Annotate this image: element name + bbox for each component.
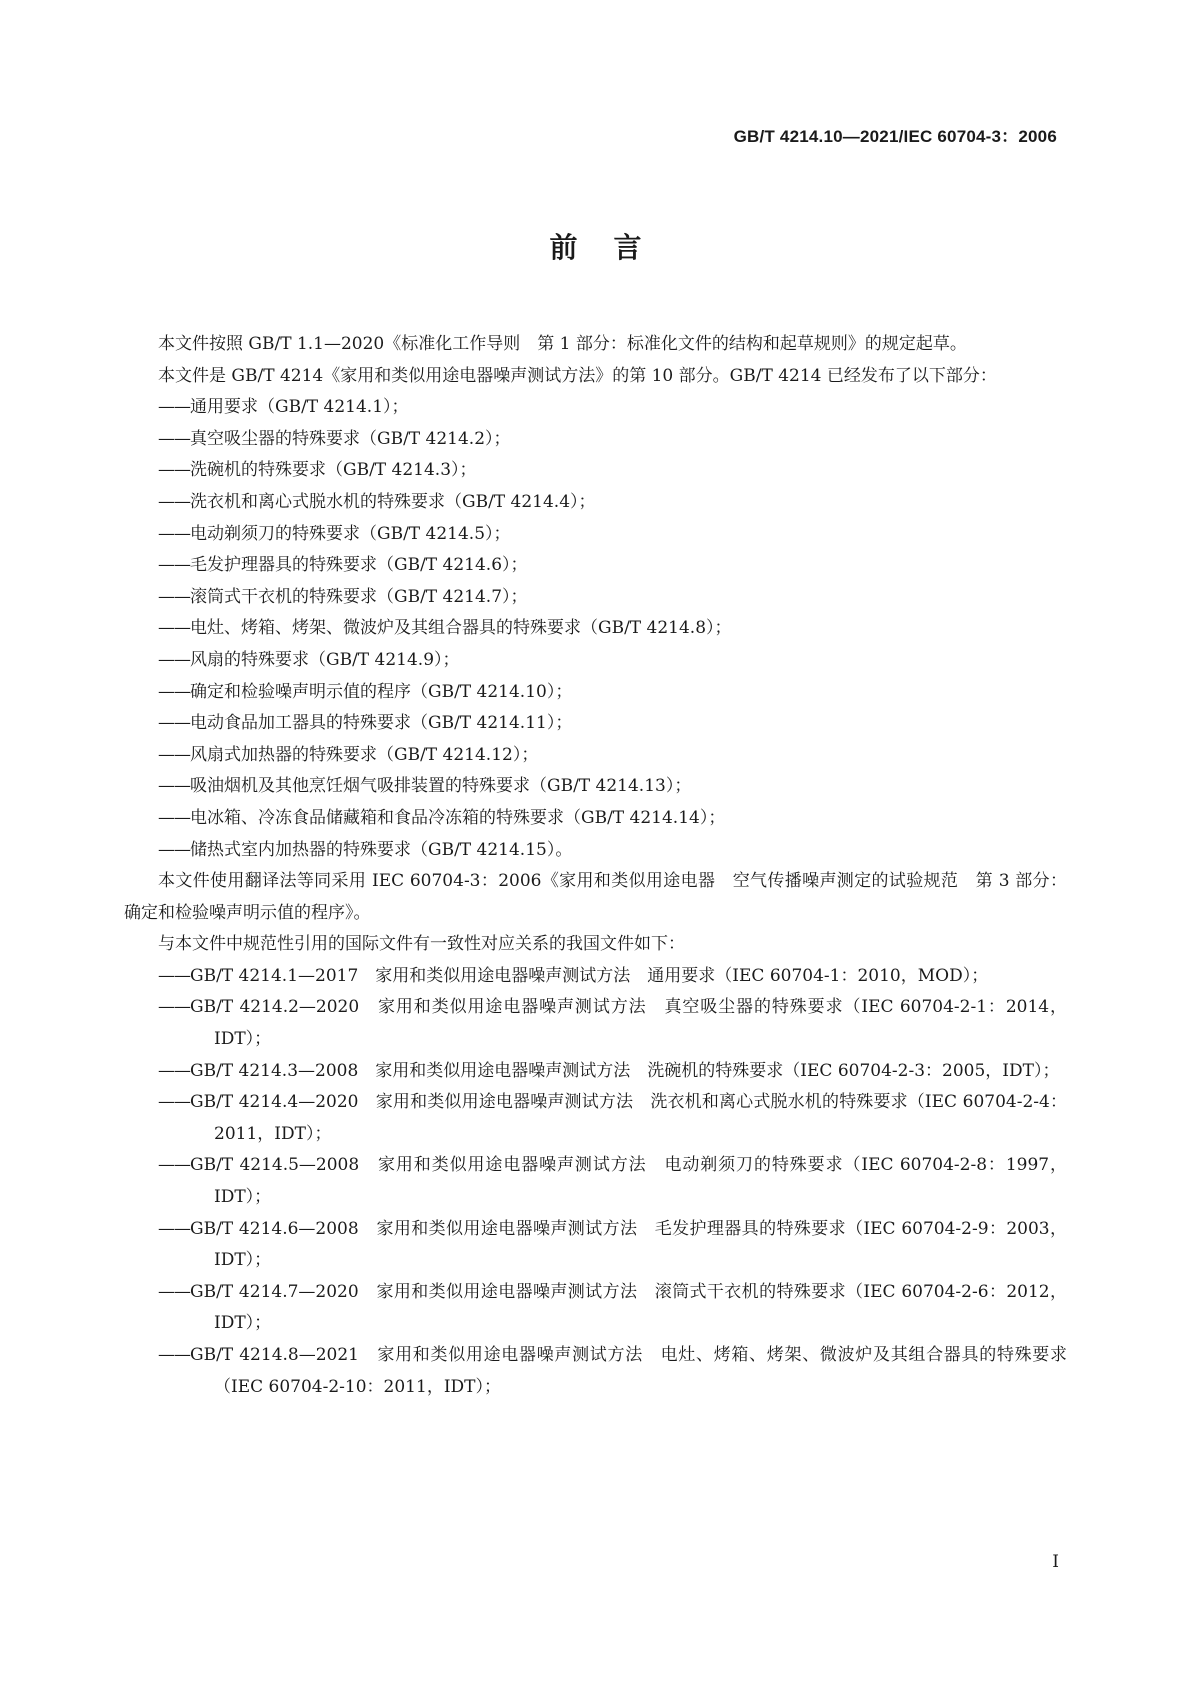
list-dash: —— — [158, 1092, 190, 1113]
paragraph-series-parts: 本文件是 GB/T 4214《家用和类似用途电器噪声测试方法》的第 10 部分。GB/T 4214 已经发布了以下部分： — [158, 365, 997, 386]
paragraph-corresponding-docs: 与本文件中规范性引用的国际文件有一致性对应关系的我国文件如下： — [158, 934, 685, 955]
list-item: ——通用要求（GB/T 4214.1）； — [158, 397, 409, 418]
list-dash: —— — [158, 397, 190, 418]
list-item: ——风扇式加热器的特殊要求（GB/T 4214.12）； — [158, 744, 539, 765]
list-item: ——电冰箱、冷冻食品储藏箱和食品冷冻箱的特殊要求（GB/T 4214.14）； — [158, 807, 726, 828]
list-dash: —— — [158, 965, 190, 986]
list-item: ——毛发护理器具的特殊要求（GB/T 4214.6）； — [158, 555, 528, 576]
list-dash: —— — [158, 744, 190, 765]
list-item: ——吸油烟机及其他烹饪烟气吸排装置的特殊要求（GB/T 4214.13）； — [158, 776, 692, 797]
list-dash: —— — [158, 618, 190, 639]
reference-item: ——GB/T 4214.3—2008 家用和类似用途电器噪声测试方法 洗碗机的特殊要求（IEC 60704-2-3：2005，IDT）； — [158, 1060, 1060, 1081]
list-item: ——滚筒式干衣机的特殊要求（GB/T 4214.7）； — [158, 586, 528, 607]
list-dash: —— — [158, 1218, 190, 1239]
reference-item: ——GB/T 4214.4—2020 家用和类似用途电器噪声测试方法 洗衣机和离心式脱水机的特殊要求（IEC 60704-2-4：2011，IDT）； — [158, 1092, 1067, 1144]
list-dash: —— — [158, 1281, 190, 1302]
list-dash: —— — [158, 428, 190, 449]
foreword-body — [124, 329, 1067, 1403]
list-dash: —— — [158, 1345, 190, 1365]
list-dash: —— — [158, 649, 190, 670]
list-dash: —— — [158, 1155, 190, 1176]
list-item: ——洗碗机的特殊要求（GB/T 4214.3）； — [158, 460, 477, 481]
reference-item: ——GB/T 4214.7—2020 家用和类似用途电器噪声测试方法 滚筒式干衣机的特殊要求（IEC 60704-2-6：2012，IDT）； — [158, 1281, 1067, 1334]
list-dash: —— — [158, 681, 190, 702]
list-dash: —— — [158, 491, 190, 512]
parts-list — [124, 392, 1067, 866]
reference-item: ——GB/T 4214.2—2020 家用和类似用途电器噪声测试方法 真空吸尘器的特殊要求（IEC 60704-2-1：2014，IDT）； — [158, 997, 1067, 1050]
page-number: I — [1052, 1552, 1059, 1572]
list-dash: —— — [158, 997, 190, 1018]
list-dash: —— — [158, 807, 190, 828]
reference-item: ——GB/T 4214.5—2008 家用和类似用途电器噪声测试方法 电动剃须刀的特殊要求（IEC 60704-2-8：1997，IDT）； — [158, 1155, 1067, 1208]
list-dash: —— — [158, 713, 190, 734]
list-item: ——真空吸尘器的特殊要求（GB/T 4214.2）； — [158, 428, 511, 449]
list-dash: —— — [158, 776, 190, 797]
list-dash: —— — [158, 1060, 190, 1081]
list-dash: —— — [158, 586, 190, 607]
reference-item: ——GB/T 4214.6—2008 家用和类似用途电器噪声测试方法 毛发护理器具的特殊要求（IEC 60704-2-9：2003，IDT）； — [158, 1218, 1067, 1271]
list-dash: —— — [158, 460, 190, 481]
reference-item: ——GB/T 4214.8—2021 家用和类似用途电器噪声测试方法 电灶、烤箱、烤架、微波炉及其组合器具的特殊要求（IEC 60704-2-10：2011，IDT）； — [158, 1345, 1067, 1397]
list-item: ——储热式室内加热器的特殊要求（GB/T 4214.15）。 — [158, 839, 573, 860]
list-item: ——电动食品加工器具的特殊要求（GB/T 4214.11）； — [158, 713, 573, 734]
list-item: ——电动剃须刀的特殊要求（GB/T 4214.5）； — [158, 523, 511, 544]
list-item: ——风扇的特殊要求（GB/T 4214.9）； — [158, 649, 460, 670]
paragraph-adoption: 本文件使用翻译法等同采用 IEC 60704-3：2006《家用和类似用途电器 空气传播噪声测定的试验规范 第 3 部分：确定和检验噪声明示值的程序》。 — [124, 871, 1067, 923]
list-dash: —— — [158, 523, 190, 544]
list-dash: —— — [158, 839, 190, 860]
list-dash: —— — [158, 555, 190, 576]
page-title: 前言 — [549, 231, 678, 264]
list-item: ——洗衣机和离心式脱水机的特殊要求（GB/T 4214.4）； — [158, 491, 596, 512]
list-item: ——确定和检验噪声明示值的程序（GB/T 4214.10）； — [158, 681, 573, 702]
reference-list — [124, 961, 1067, 1403]
standard-number-header: GB/T 4214.10—2021/IEC 60704-3：2006 — [733, 127, 1057, 146]
paragraph-drafting-rules: 本文件按照 GB/T 1.1—2020《标准化工作导则 第 1 部分：标准化文件的结构和起草规则》的规定起草。 — [158, 334, 967, 354]
list-item: ——电灶、烤箱、烤架、微波炉及其组合器具的特殊要求（GB/T 4214.8）； — [158, 618, 732, 639]
reference-item: ——GB/T 4214.1—2017 家用和类似用途电器噪声测试方法 通用要求（IEC 60704-1：2010，MOD）； — [158, 965, 989, 986]
